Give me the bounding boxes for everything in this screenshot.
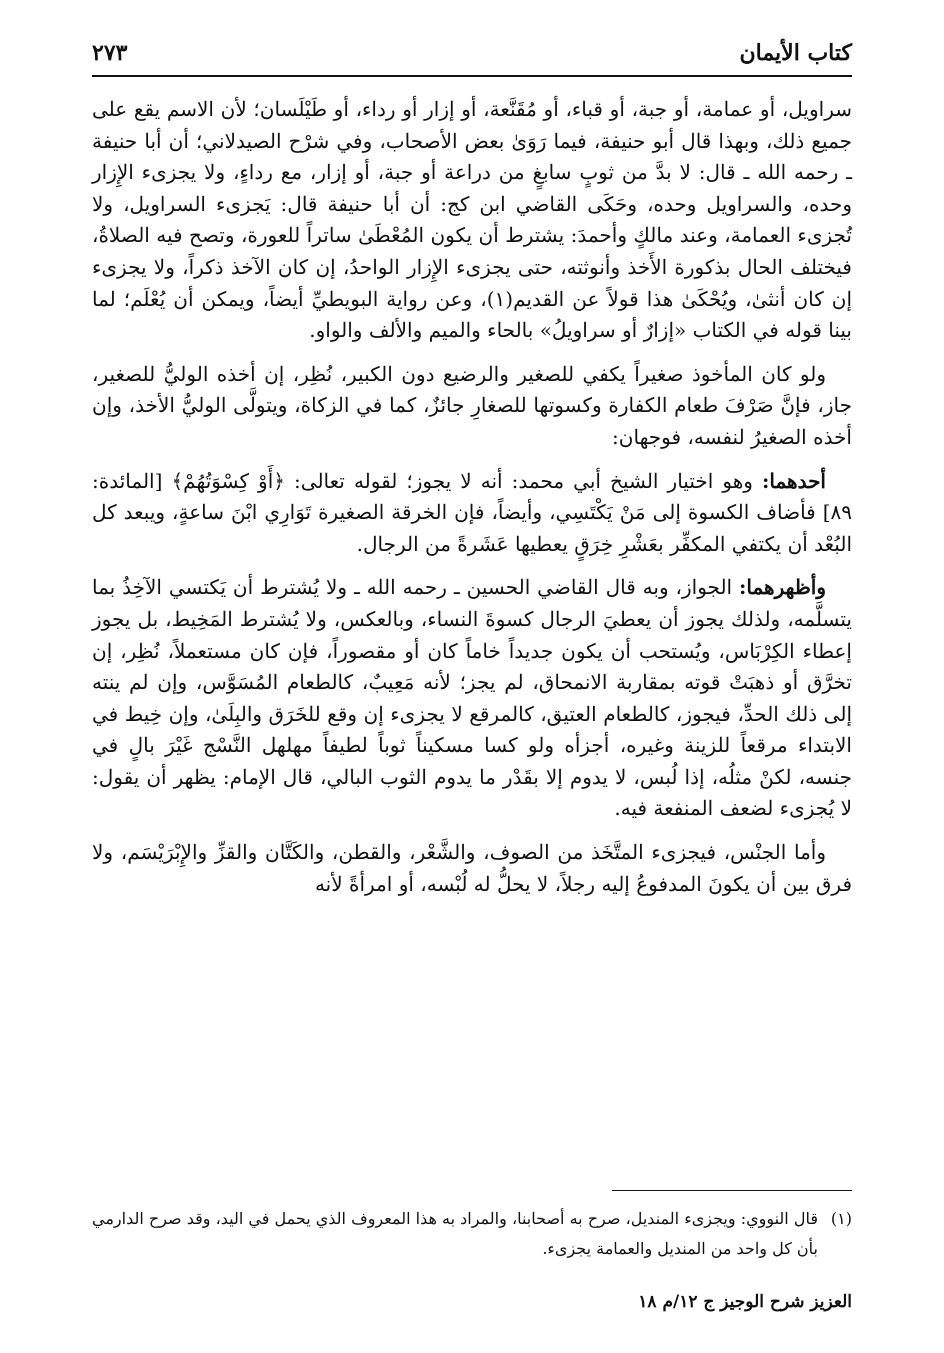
book-page: [92, 30, 852, 1330]
book-signature: العزيز شرح الوجيز ج ١٢/م ١٨: [638, 1292, 852, 1312]
header-rule: [92, 75, 852, 77]
page-header: [92, 38, 852, 74]
footnote-number: (١): [830, 1209, 852, 1228]
main-text: [92, 94, 852, 912]
paragraph-4-text: الجواز، وبه قال القاضي الحسين ـ رحمه الله ـ ولا يُشترط أن يَكتسي الآخِذُ بما يتسلَّمه، ولذلك يجوز أن يعطيَ الرجال كسوةَ النساء، وبالعكس، ولا يُشترط المَخِيط، بل يجوز إعطاء الكِرْبَاس، ويُستحب أن يكون جديداً خاماً كان أو مقصوراً، فإن كان مستعملاً، نُظِر، إن تخرَّق أو ذهبَتْ قوته بمقاربة الانمحاق، لم يجز؛ لأنه مَعِيبٌ، كالطعام المُسَوَّس، وإن لم ينته إلى ذلك الحدِّ، فيجوز، كالطعام العتيق، كالمرقع لا يجزىء إن وقع للخَرَق والبِلَىٰ، وإن خِيط في الابتداء مرقعاً للزينة وغيره، أجزأه ولو كسا مسكيناً ثوباً لطيفاً مهلهل النَّسْج غَيْرَ بالٍ في جنسه، لكنْ مثلُه، إذا لُبس، لا يدوم إلا بقَدْر ما يدوم الثوب البالي، قال الإمام: يظهر أن يقول: لا يُجزىء لضعف المنفعة فيه.: [92, 575, 852, 821]
paragraph-3: [92, 466, 852, 561]
paragraph-1: سراويل، أو عمامة، أو جبة، أو قباء، أو مُقَنَّعة، أو إزار أو رداء، أو طَيْلَسان؛ لأن الاسم يقع على جميع ذلك، وبهذا قال أبو حنيفة، فيما رَوَىٰ بعض الأصحاب، وفي شرْح الصيدلاني؛ أن أبا حنيفة ـ رحمه الله ـ قال: لا بدَّ من ثوبٍ سابغٍ من دراعة أو جبة، أو إزار، مع رداءٍ، ولا يجزىء الإِزار وحده، والسراويل وحده، وحَكَى القاضي ابن كج: أن أبا حنيفة قال: يَجزىء السراويل، ولا تُجزىء العمامة، وعند مالكٍ وأحمدَ: يشترط أن يكون المُعْطَىٰ ساتراً للعورة، وتصح فيه الصلاةُ، فيختلف الحال بذكورة الأَخذ وأنوثته، حتى يجزىء الإِزار الواحدُ، إن كان الآخذ ذكراً، ولا يجزىء إن كان أنثىٰ، ويُحْكَىٰ هذا قولاً عن القديم(١)، وعن رواية البويطيِّ أيضاً، ويمكن أن يُعْلَم؛ لما بينا قوله في الكتاب «إزارٌ أو سراويلُ» بالحاء والميم والألف والواو.: [92, 97, 853, 343]
footnote-1: [92, 1204, 852, 1264]
page-number: ٢٧٣: [92, 40, 128, 66]
chapter-title: كتاب الأيمان: [739, 40, 852, 66]
paragraph-3-label: أحدهما:: [761, 468, 826, 493]
paragraph-5: وأما الجنْس، فيجزىء المتَّخَذ من الصوف، والشَّعْر، والقطن، والكَتَّان والقزِّ والإِبْرَيْسَم، ولا فرق بين أن يكونَ المدفوعُ إليه رجلاً، لا يحلُّ له لُبْسه، أو امرأةً لأنه: [92, 840, 852, 896]
paragraph-4: [92, 572, 852, 825]
paragraph-3-text: وهو اختيار الشيخ أبي محمد: أنه لا يجوز؛ لقوله تعالى: ﴿أَوْ كِسْوَتُهُمْ﴾ [المائدة: ٨٩] فأضاف الكسوة إلى مَنْ يَكْتَسِي، وأيضاً، فإن الخرقة الصغيرة تَوَارِي ابْنَ ساعةٍ، ويبعد كل البُعْد أن يكتفي المكفِّر بعَشْرِ خِرَقٍ يعطيها عَشَرةً من الرجال.: [92, 468, 852, 556]
footnote-text: قال النووي: ويجزىء المنديل، صرح به أصحابنا، والمراد به هذا المعروف الذي يحمل في اليد، وقد صرح الدارمي بأن كل واحد من المنديل والعمامة يجزىء.: [92, 1209, 818, 1258]
paragraph-2: ولو كان المأخوذ صغيراً يكفي للصغير والرضيع دون الكبير، نُظِر، إن أخذه الوليُّ للصغير، جاز، فإنَّ صَرْفَ طعام الكفارة وكسوتها للصغارِ جائزٌ، كما في الزكاة، ويتولَّى الوليُّ الأخذ، وإن أخذه الصغيرُ لنفسه، فوجهان:: [92, 361, 852, 449]
paragraph-4-label: وأظهرهما:: [739, 575, 826, 600]
footnotes: [92, 1204, 852, 1264]
footnote-rule: [612, 1190, 852, 1191]
